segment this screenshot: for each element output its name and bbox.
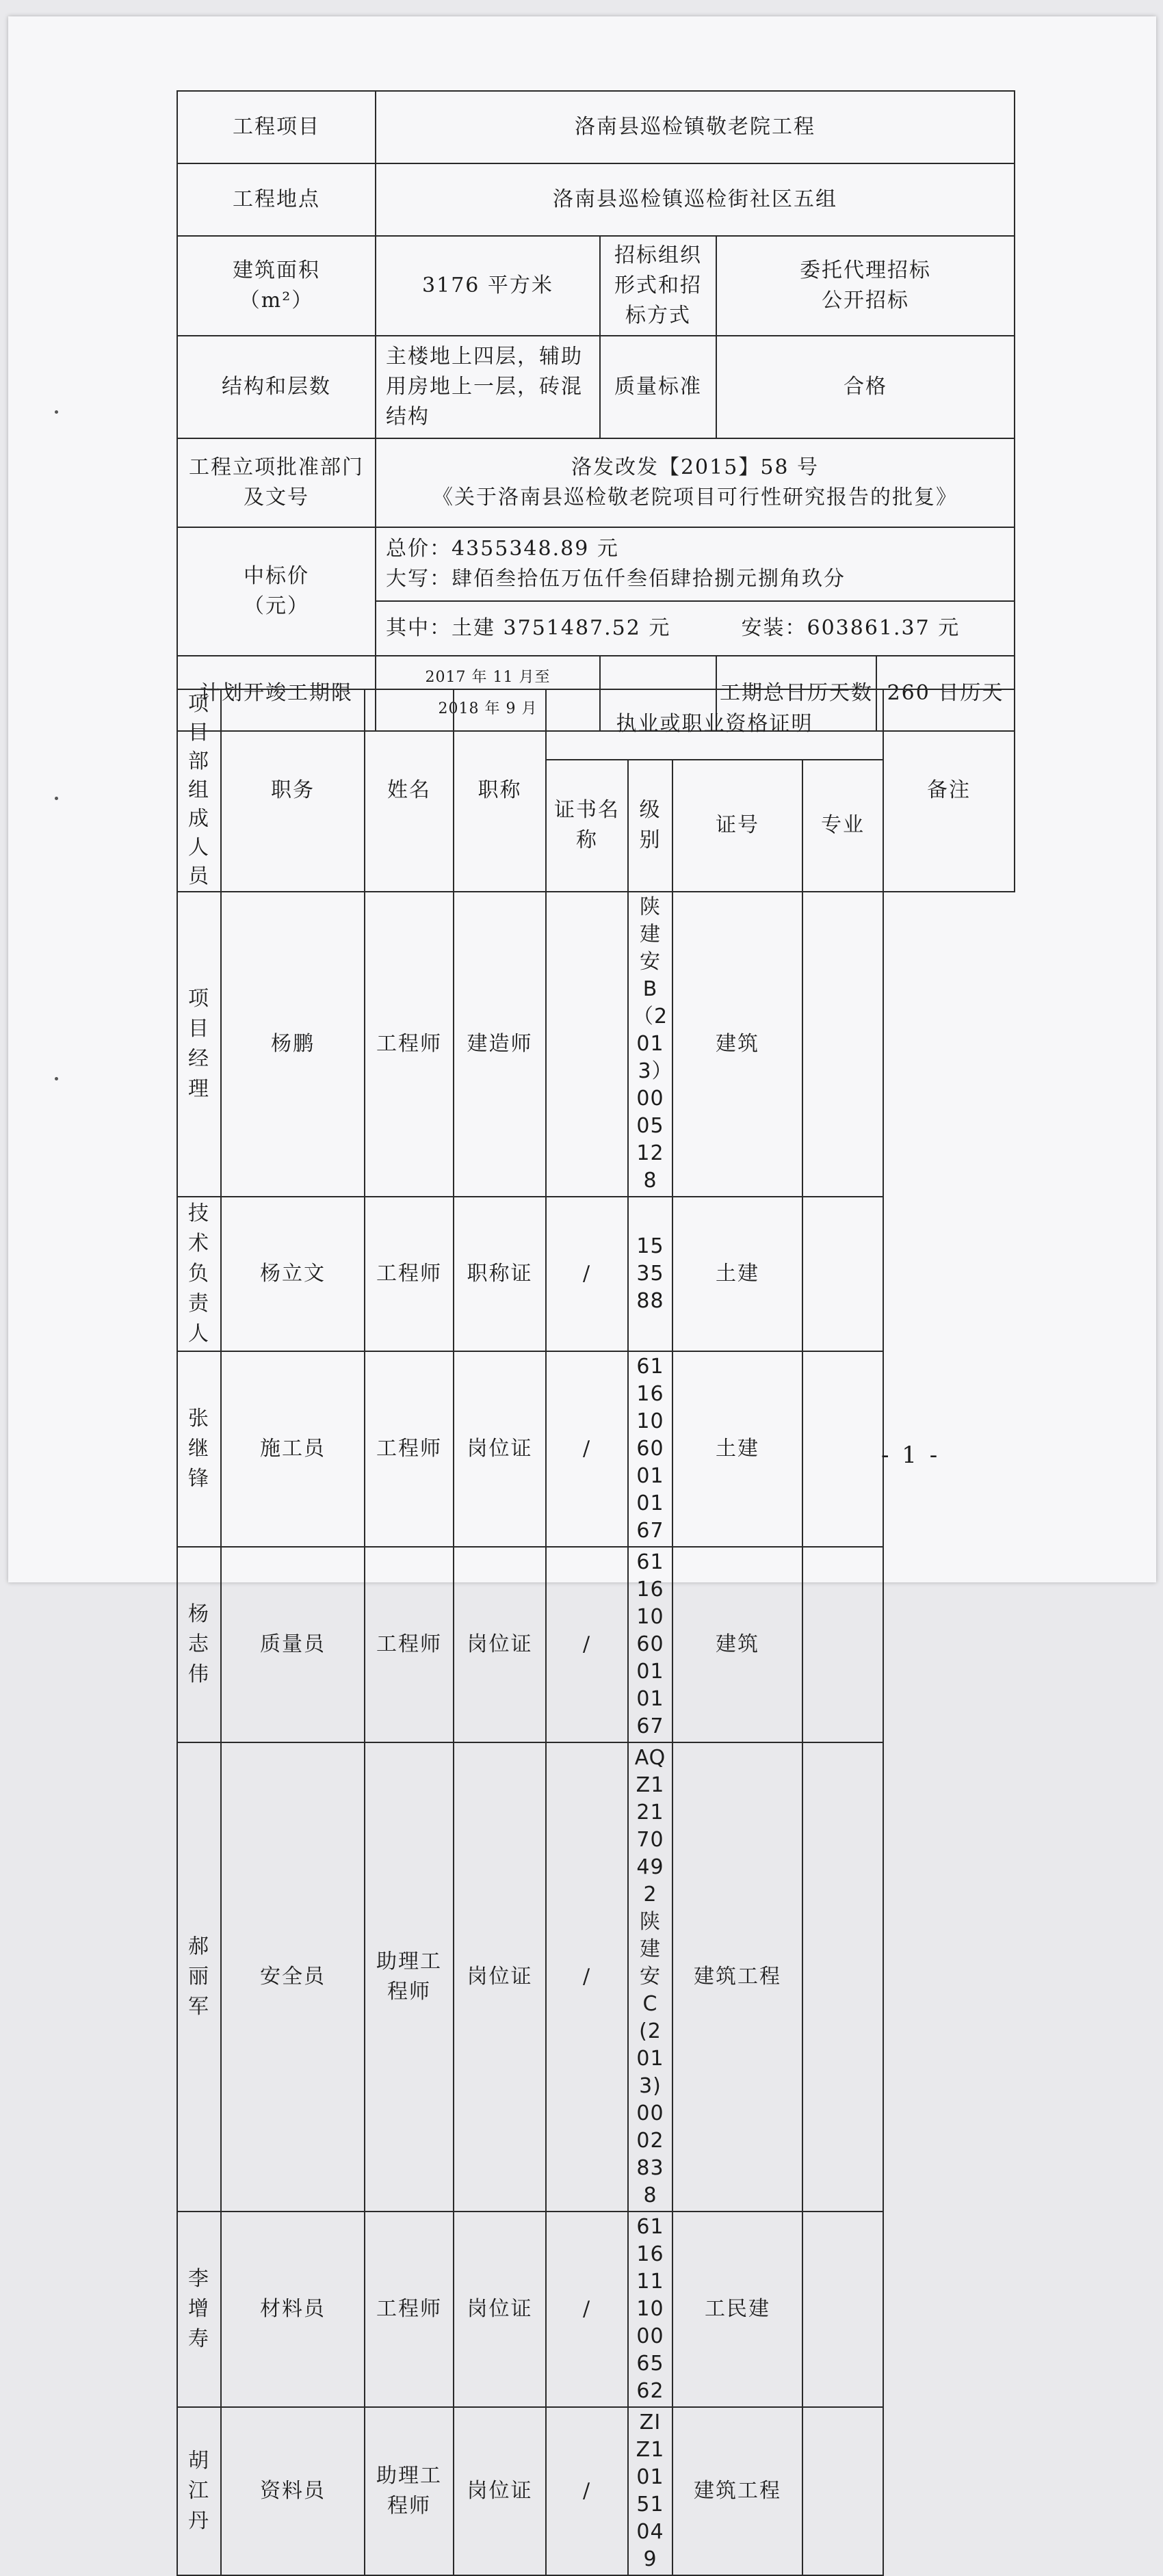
price-civil: 其中：土建 3751487.52 元 <box>386 616 671 640</box>
staff-group-char: 目 <box>188 721 210 745</box>
staff-group-char: 成 <box>188 807 210 831</box>
price-words: 大写：肆佰叁拾伍万伍仟叁佰肆拾捌元捌角玖分 <box>386 567 846 591</box>
structure-value-line3: 结构 <box>386 405 430 429</box>
header-major: 专业 <box>802 760 883 892</box>
row-approval <box>177 438 1015 527</box>
cell-role: 张继锋 <box>177 1351 221 1547</box>
tender-value <box>716 236 1015 336</box>
tender-label-line2: 形式和招 <box>614 274 702 297</box>
cell-name: 材料员 <box>221 2212 365 2407</box>
structure-value-line1: 主楼地上四层，辅助 <box>386 345 583 369</box>
staff-group-char: 人 <box>188 836 210 860</box>
schedule-value-line1: 2017 年 11 月至 <box>425 669 551 686</box>
project-name-label: 工程项目 <box>177 91 376 163</box>
price-label-line1: 中标价 <box>244 564 309 588</box>
cell-remark <box>802 1351 883 1547</box>
cell-level: / <box>546 2212 628 2407</box>
approval-label-line2: 及文号 <box>244 486 309 509</box>
price-breakdown-cell <box>376 601 1015 656</box>
table-row <box>177 2407 1015 2575</box>
tender-value-line2: 公开招标 <box>822 289 909 313</box>
cell-cert-no: ZIZ10151049 <box>628 2407 672 2575</box>
cell-title: 工程师 <box>365 1197 454 1351</box>
area-label-line2: （m²） <box>239 289 314 313</box>
table-row <box>177 1197 1015 1351</box>
binding-hole <box>55 410 58 414</box>
cell-title: 工程师 <box>365 2212 454 2407</box>
binding-hole <box>55 1077 58 1080</box>
staff-header-row-1 <box>177 689 1015 760</box>
header-cert-no: 证号 <box>672 760 802 892</box>
staff-group-char: 员 <box>188 864 210 888</box>
cell-major: 建筑 <box>672 892 802 1197</box>
cell-remark <box>802 892 883 1197</box>
staff-group-label <box>177 689 221 892</box>
schedule-label: 计划开竣工期限 <box>177 656 376 731</box>
cell-major: 土建 <box>672 1197 802 1351</box>
header-cert-group: 执业或职业资格证明 <box>546 689 883 760</box>
quality-value: 合格 <box>716 336 1015 438</box>
cell-major: 建筑工程 <box>672 2407 802 2575</box>
days-value: 260 日历天 <box>887 681 1004 705</box>
cell-level: / <box>546 1351 628 1547</box>
row-price-top <box>177 527 1015 601</box>
cell-role: 李增寿 <box>177 2212 221 2407</box>
staff-group-char: 组 <box>188 778 210 802</box>
cell-cert-name: 岗位证 <box>454 1742 546 2212</box>
project-location-value: 洛南县巡检镇巡检街社区五组 <box>376 163 1015 236</box>
tender-label-line1: 招标组织 <box>614 243 702 267</box>
price-total-cell <box>376 527 1015 601</box>
cell-major: 工民建 <box>672 2212 802 2407</box>
cell-cert-name: 岗位证 <box>454 1547 546 1742</box>
structure-value-line2: 用房地上一层，砖混 <box>386 375 583 399</box>
quality-label: 质量标准 <box>600 336 716 438</box>
approval-value <box>376 438 1015 527</box>
cell-role: 项目经理 <box>177 892 221 1197</box>
project-location-label: 工程地点 <box>177 163 376 236</box>
cell-title: 工程师 <box>365 1547 454 1742</box>
header-remark: 备注 <box>883 689 1015 892</box>
staff-table <box>177 689 1015 2576</box>
cell-cert-no: 61161060010167 <box>628 1351 672 1547</box>
row-structure-quality <box>177 336 1015 438</box>
cell-level: / <box>546 1197 628 1351</box>
staff-group-char: 部 <box>188 749 210 773</box>
cell-major: 建筑工程 <box>672 1742 802 2212</box>
cell-major: 土建 <box>672 1351 802 1547</box>
header-title: 职称 <box>454 689 546 892</box>
cell-name: 杨立文 <box>221 1197 365 1351</box>
price-label <box>177 527 376 656</box>
cell-major: 建筑 <box>672 1547 802 1742</box>
header-level: 级别 <box>628 760 672 892</box>
price-total: 总价：4355348.89 元 <box>386 537 619 561</box>
approval-value-line2: 《关于洛南县巡检敬老院项目可行性研究报告的批复》 <box>432 486 958 509</box>
table-row <box>177 892 1015 1197</box>
approval-label <box>177 438 376 527</box>
schedule-value-line2: 2018 年 9 月 <box>438 700 538 717</box>
cell-name: 资料员 <box>221 2407 365 2575</box>
cell-name: 质量员 <box>221 1547 365 1742</box>
project-info-table <box>177 90 1015 732</box>
page-number: - 1 - <box>881 1442 941 1469</box>
tender-label <box>600 236 716 336</box>
cell-cert-no: 153588 <box>628 1197 672 1351</box>
cell-cert-name: 职称证 <box>454 1197 546 1351</box>
cell-name: 安全员 <box>221 1742 365 2212</box>
approval-label-line1: 工程立项批准部门 <box>189 455 364 479</box>
table-row <box>177 1547 1015 1742</box>
cell-cert-no: 61161060010167 <box>628 1547 672 1742</box>
days-label-text: 工期总日历天数 <box>720 681 873 705</box>
cell-role: 郝丽军 <box>177 1742 221 2212</box>
cell-name: 杨鹏 <box>221 892 365 1197</box>
cell-remark <box>802 1742 883 2212</box>
project-name-value: 洛南县巡检镇敬老院工程 <box>376 91 1015 163</box>
cell-remark <box>802 2407 883 2575</box>
cell-level: / <box>546 1742 628 2212</box>
binding-hole <box>55 797 58 800</box>
area-label <box>177 236 376 336</box>
price-install: 安装：603861.37 元 <box>741 616 961 640</box>
structure-value <box>376 336 600 438</box>
table-row <box>177 1742 1015 2212</box>
cell-title: 助理工程师 <box>365 2407 454 2575</box>
row-project-location <box>177 163 1015 236</box>
cell-level <box>546 892 628 1197</box>
cell-cert-name: 建造师 <box>454 892 546 1197</box>
header-role: 职务 <box>221 689 365 892</box>
table-row <box>177 2212 1015 2407</box>
cell-title: 工程师 <box>365 892 454 1197</box>
cell-cert-no: 61161110006562 <box>628 2212 672 2407</box>
cell-role: 胡江丹 <box>177 2407 221 2575</box>
cell-cert-name: 岗位证 <box>454 2212 546 2407</box>
cell-cert-no: 陕建安 B（2013）0005128 <box>628 892 672 1197</box>
header-name: 姓名 <box>365 689 454 892</box>
cell-title: 助理工程师 <box>365 1742 454 2212</box>
cell-title: 工程师 <box>365 1351 454 1547</box>
cell-role: 杨志伟 <box>177 1547 221 1742</box>
staff-group-char: 项 <box>188 692 210 716</box>
cell-cert-name: 岗位证 <box>454 1351 546 1547</box>
row-area-tender <box>177 236 1015 336</box>
staff-group-label-text <box>178 690 220 891</box>
cell-remark <box>802 2212 883 2407</box>
row-project-name <box>177 91 1015 163</box>
tender-label-line3: 标方式 <box>625 304 691 328</box>
cell-remark <box>802 1547 883 1742</box>
tender-value-line1: 委托代理招标 <box>800 258 931 282</box>
cell-name: 施工员 <box>221 1351 365 1547</box>
area-value: 3176 平方米 <box>376 236 600 336</box>
area-label-line1: 建筑面积 <box>233 258 320 282</box>
structure-label: 结构和层数 <box>177 336 376 438</box>
cell-role: 技术负责人 <box>177 1197 221 1351</box>
cell-level: / <box>546 2407 628 2575</box>
header-cert-name: 证书名称 <box>546 760 628 892</box>
cell-level: / <box>546 1547 628 1742</box>
price-label-line2: （元） <box>244 594 309 618</box>
cell-remark <box>802 1197 883 1351</box>
cell-cert-name: 岗位证 <box>454 2407 546 2575</box>
approval-value-line1: 洛发改发【2015】58 号 <box>571 455 820 479</box>
cell-cert-no: AQZ12170492陕建安C(2013)0002838 <box>628 1742 672 2212</box>
